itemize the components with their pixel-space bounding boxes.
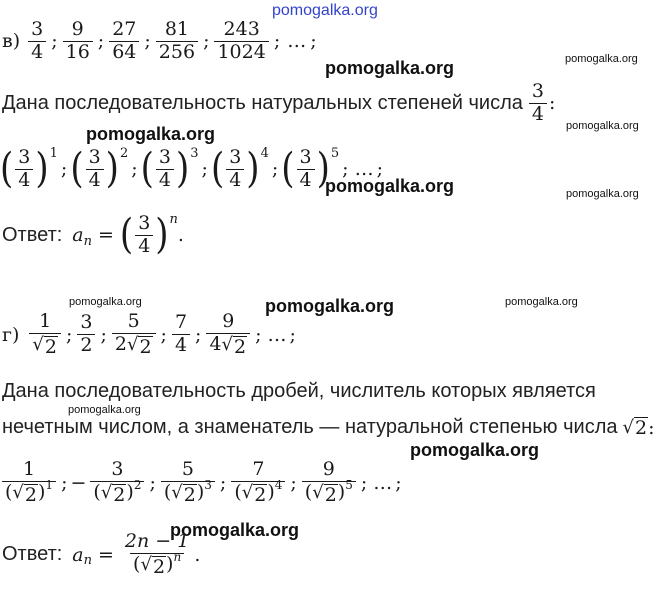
watermark: pomogalka.org	[325, 176, 455, 196]
sqrt: √ 2	[622, 416, 648, 439]
part-v-powers: ( $\frac{3}{4}$ ) 1 ; ( $\frac{3}{4}$ ) 2 ; ( $\frac{3}{4}$ ) 3 ; ( $\frac{3}{4}$ ) 4 ; ( $\frac{3}{4}$ ) 5 ; … ;	[0, 145, 383, 194]
fraction: $\frac{3}{2}$	[77, 313, 95, 356]
part-g-sequence: г) 1 √ 2 ; $\frac{3}{2}$ ; 5 2 √ 2 ; $\frac{7}{4}$ ; 9 4 √ 2 ; … ;	[2, 310, 296, 358]
part-g-powers: 1 ( √ 2 )$^1$ ; − 3 ( √ 2 )$^2$ ; 5 ( √ 2 )$^3$ ; 7 ( √ 2 )$^4$ ; 9 ( √ 2 )$^5$ ; … ;	[0, 460, 402, 506]
part-v-label: в)	[2, 30, 21, 53]
power-term: ( $\frac{3}{4}$ ) 2	[70, 145, 129, 194]
answer-formula: ( $\frac{3}{4}$ ) n	[119, 211, 178, 260]
fraction: $\frac{9}{16}$	[63, 20, 93, 63]
power-fraction: 3 ( √ 2 )$^2$	[90, 460, 144, 506]
power-term: ( $\frac{3}{4}$ ) 3	[140, 145, 199, 194]
power-term: ( $\frac{3}{4}$ ) 5	[281, 145, 340, 194]
fraction: $\frac{3}{4}$	[529, 82, 547, 125]
ellipsis: …	[287, 30, 307, 53]
part-v-answer: Ответ: a n = ( $\frac{3}{4}$ ) n .	[2, 211, 184, 260]
watermark: pomogalka.org	[566, 188, 639, 200]
fraction: $\frac{243}{1024}$	[214, 20, 268, 63]
watermark: pomogalka.org	[69, 296, 142, 308]
fraction: 9 4 √ 2	[206, 312, 250, 358]
watermark: pomogalka.org	[325, 58, 455, 78]
power-fraction: 1 ( √ 2 )$^1$	[2, 460, 56, 506]
fraction: 1 √ 2	[29, 312, 61, 358]
power-fraction: 7 ( √ 2 )$^4$	[231, 460, 285, 506]
fraction: 5 2 √ 2	[112, 312, 156, 358]
part-g-answer: Ответ: a n = 2n − 1 ( √ 2 )$^n$ .	[2, 530, 201, 578]
watermark: pomogalka.org	[566, 120, 639, 132]
watermark-top: pomogalka.org	[272, 2, 378, 19]
part-g-label: г)	[2, 323, 20, 346]
part-v-sequence: в) $\frac{3}{4}$ ; $\frac{9}{16}$ ; $\frac{27}{64}$ ; $\frac{81}{256}$ ; $\frac{243}{1024}$ ; … ;	[2, 18, 317, 63]
answer-label: Ответ:	[2, 223, 63, 246]
watermark: pomogalka.org	[410, 440, 540, 460]
part-g-sentence-2-line: нечетным числом, а знаменатель — натуральной степенью числа √ 2 :	[2, 416, 655, 439]
part-g-sentence-1: Дана последовательность дробей, числитель которых является	[2, 380, 596, 402]
answer-label: Ответ:	[2, 543, 63, 566]
fraction: $\frac{27}{64}$	[109, 20, 139, 63]
power-term: ( $\frac{3}{4}$ ) 1	[0, 145, 58, 194]
watermark: pomogalka.org	[265, 296, 395, 316]
power-fraction: 5 ( √ 2 )$^3$	[161, 460, 215, 506]
watermark: pomogalka.org	[68, 404, 141, 416]
part-v-sentence-line: Дана последовательность натуральных степеней числа $\frac{3}{4}$ :	[2, 80, 556, 125]
part-g-sentence-2: нечетным числом, а знаменатель — натуральной степенью числа	[2, 416, 618, 438]
ellipsis: …	[267, 323, 287, 346]
watermark: pomogalka.org	[170, 520, 300, 540]
power-term: ( $\frac{3}{4}$ ) 4	[210, 145, 269, 194]
fraction: $\frac{81}{256}$	[156, 20, 198, 63]
power-fraction: 9 ( √ 2 )$^5$	[302, 460, 356, 506]
watermark: pomogalka.org	[86, 124, 216, 144]
part-v-sentence: Дана последовательность натуральных степеней числа	[2, 91, 523, 114]
watermark: pomogalka.org	[565, 53, 638, 65]
watermark: pomogalka.org	[505, 296, 578, 308]
answer-formula: 2n − 1 ( √ 2 )$^n$	[124, 530, 190, 578]
fraction: $\frac{7}{4}$	[172, 313, 190, 356]
ellipsis: …	[354, 158, 374, 181]
fraction: $\frac{3}{4}$	[28, 20, 46, 63]
ellipsis: …	[373, 471, 393, 494]
